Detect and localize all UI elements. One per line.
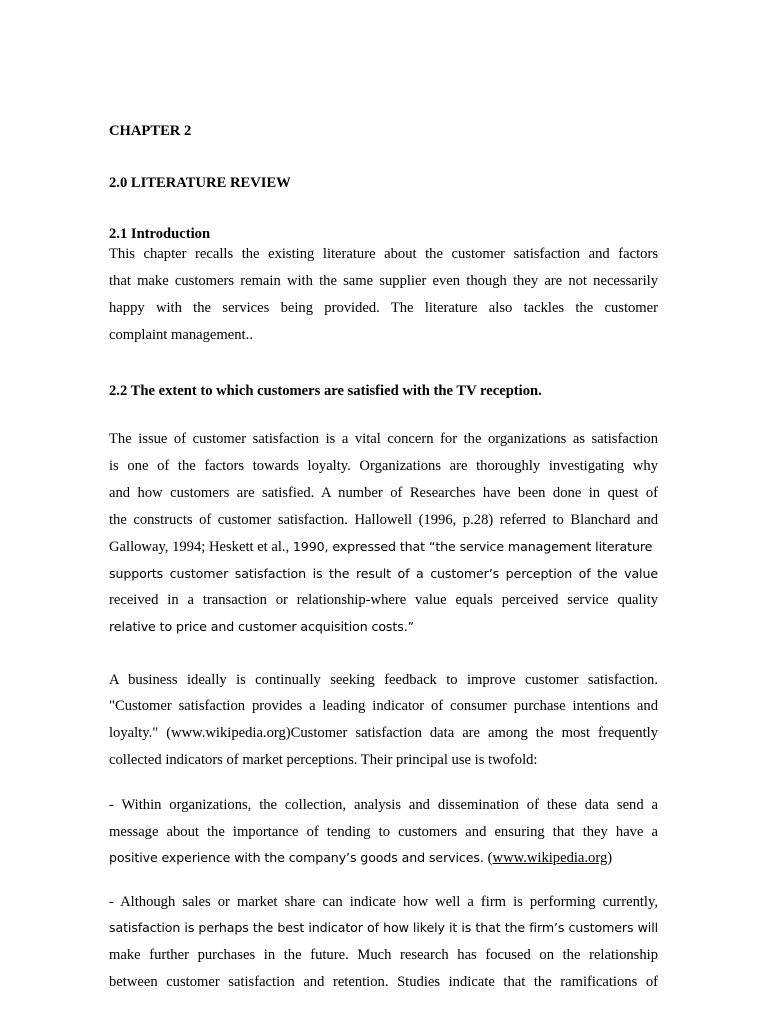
paragraph-line-mixed xyxy=(109,849,612,867)
paragraph-line: The issue of customer satisfaction is a vital concern for the organizations as satisfaction xyxy=(109,431,658,447)
paragraph-text: Galloway, 1994; Heskett et al., xyxy=(109,539,293,555)
paragraph-text-sans: positive experience with the company’s goods and services. xyxy=(109,850,488,865)
paragraph-text-sans: 1990, expressed that “the service management literature xyxy=(292,539,653,554)
paragraph-line: the constructs of customer satisfaction. Hallowell (1996, p.28) referred to Blanchard and xyxy=(109,512,658,528)
paragraph-line-sans: satisfaction is perhaps the best indicator of how likely it is that the firm’s customers will xyxy=(109,920,658,935)
paragraph-line: received in a transaction or relationship-where value equals perceived service quality xyxy=(109,592,658,608)
chapter-label: CHAPTER 2 xyxy=(109,123,192,139)
paragraph-line: loyalty." (www.wikipedia.org)Customer satisfaction data are among the most frequently xyxy=(109,725,658,741)
paragraph-line: A business ideally is continually seeking feedback to improve customer satisfaction. xyxy=(109,672,658,688)
paragraph-line: "Customer satisfaction provides a leading indicator of consumer purchase intentions and xyxy=(109,698,658,714)
paren-close: ) xyxy=(607,850,613,866)
section-title: 2.0 LITERATURE REVIEW xyxy=(109,175,291,191)
paragraph-line: collected indicators of market perceptions. Their principal use is twofold: xyxy=(109,752,538,768)
section-heading-2-2: 2.2 The extent to which customers are satisfied with the TV reception. xyxy=(109,383,542,399)
intro-line: complaint management.. xyxy=(109,327,253,343)
wikipedia-link[interactable]: www.wikipedia.org xyxy=(492,850,608,866)
paragraph-line: and how customers are satisfied. A number of Researches have been done in quest of xyxy=(109,485,658,501)
intro-line: This chapter recalls the existing literature about the customer satisfaction and factors xyxy=(109,246,658,262)
intro-line: that make customers remain with the same supplier even though they are not necessarily xyxy=(109,273,658,289)
paragraph-line: is one of the factors towards loyalty. Organizations are thoroughly investigating why xyxy=(109,458,658,474)
paren-open: ( xyxy=(487,850,493,866)
paragraph-line-sans: supports customer satisfaction is the result of a customer’s perception of the value xyxy=(109,566,658,581)
paragraph-line-sans: relative to price and customer acquisition costs.” xyxy=(109,619,415,634)
paragraph-line: - Within organizations, the collection, analysis and dissemination of these data send a xyxy=(109,797,658,813)
paragraph-line-mixed xyxy=(109,538,652,556)
intro-line: happy with the services being provided. The literature also tackles the customer xyxy=(109,300,658,316)
paragraph-line: make further purchases in the future. Much research has focused on the relationship xyxy=(109,947,658,963)
paragraph-line: - Although sales or market share can indicate how well a firm is performing currently, xyxy=(109,894,658,910)
paragraph-line: between customer satisfaction and retention. Studies indicate that the ramifications of xyxy=(109,974,658,990)
intro-heading: 2.1 Introduction xyxy=(109,226,211,242)
paragraph-line: message about the importance of tending to customers and ensuring that they have a xyxy=(109,824,658,840)
